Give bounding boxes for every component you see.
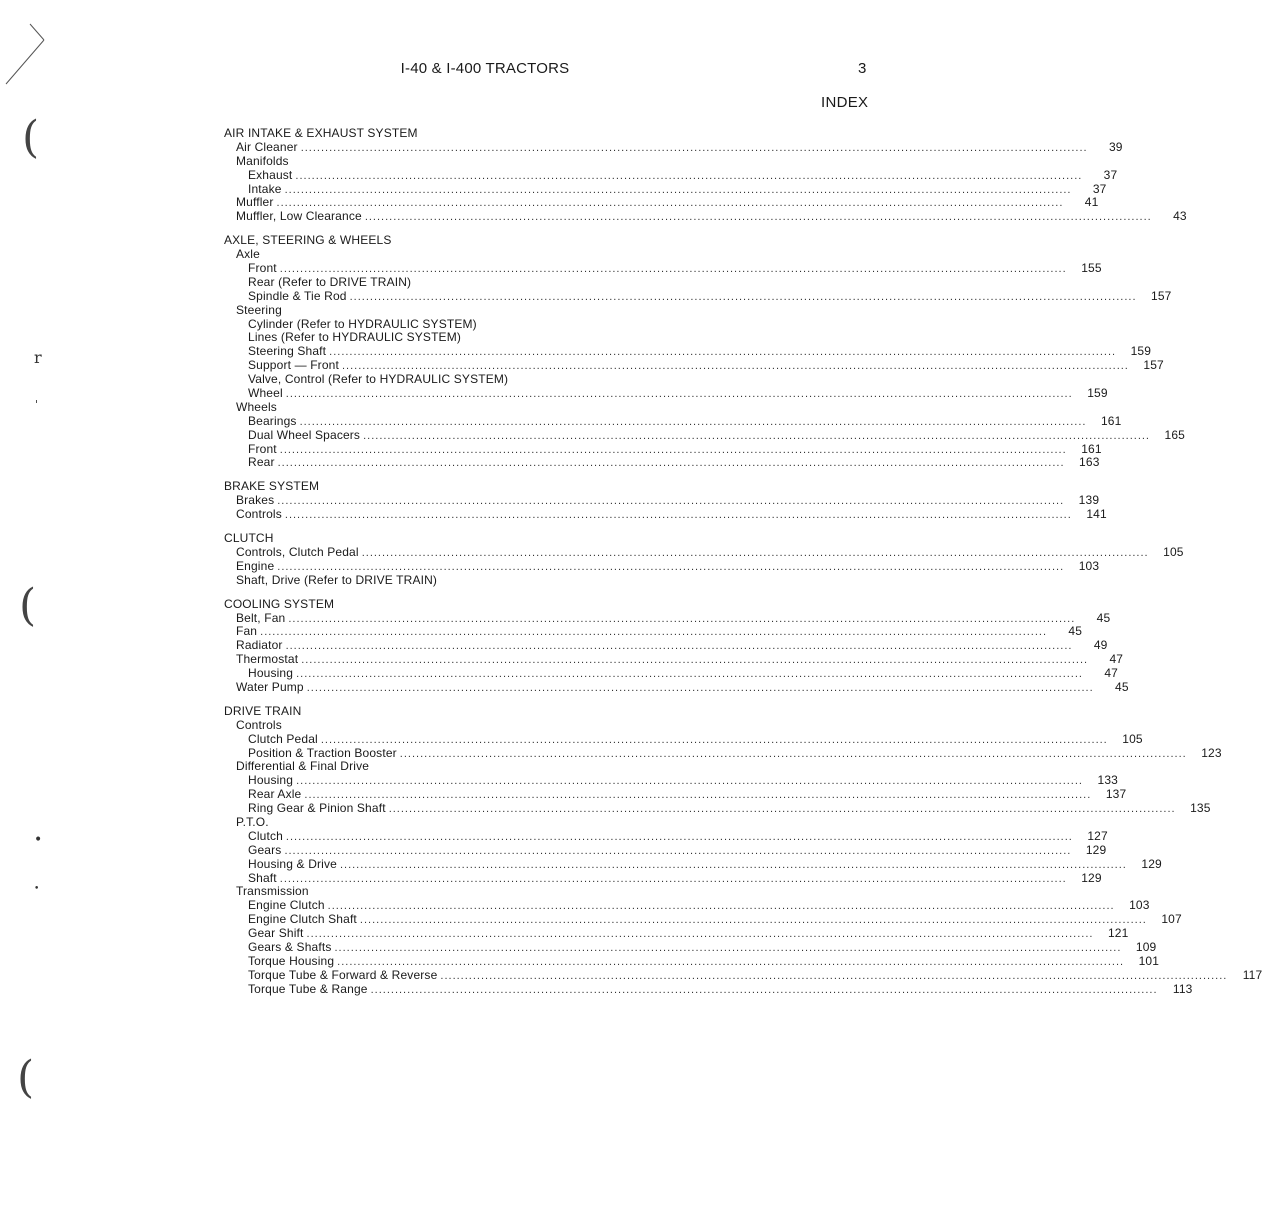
entry-label: Thermostat bbox=[236, 652, 299, 667]
index-section bbox=[0, 703, 1262, 997]
entry-label: Bearings bbox=[248, 413, 297, 428]
dot-leader: .................................................................................................................................................................................................. bbox=[276, 197, 1064, 210]
index-entry bbox=[0, 455, 1100, 470]
index-section bbox=[0, 531, 1184, 588]
entry-label: AXLE, STEERING & WHEELS bbox=[224, 233, 392, 248]
index-entry bbox=[0, 828, 1108, 844]
entry-page-number: 137 bbox=[1105, 787, 1127, 802]
entry-label: Position & Traction Booster bbox=[248, 745, 397, 760]
entry-page-number: 49 bbox=[1093, 638, 1108, 653]
dot-leader: .................................................................................................................................................................................................. bbox=[277, 457, 1065, 470]
section-heading bbox=[0, 127, 935, 141]
entry-label: Shaft, Drive (Refer to DRIVE TRAIN) bbox=[236, 572, 438, 587]
margin-speck: • bbox=[34, 884, 40, 894]
index-entry bbox=[0, 261, 1102, 276]
entry-label: Spindle & Tie Rod bbox=[248, 288, 347, 303]
index-section bbox=[0, 233, 1185, 470]
entry-label: Shaft bbox=[248, 870, 277, 885]
entry-page-number: 155 bbox=[1081, 261, 1102, 276]
section-heading bbox=[0, 480, 935, 494]
dot-leader: .................................................................................................................................................................................................. bbox=[284, 844, 1072, 857]
dot-leader: .................................................................................................................................................................................................. bbox=[284, 183, 1072, 196]
dot-leader: .................................................................................................................................................................................................. bbox=[388, 803, 1176, 816]
entry-page-number: 45 bbox=[1068, 624, 1083, 639]
index-entry bbox=[0, 638, 1108, 653]
dot-leader: .................................................................................................................................................................................................. bbox=[329, 346, 1117, 359]
entry-label: Lines (Refer to HYDRAULIC SYSTEM) bbox=[248, 330, 462, 345]
entry-label: Belt, Fan bbox=[236, 610, 286, 625]
index-entry bbox=[0, 507, 1107, 522]
entry-label: Transmission bbox=[236, 884, 309, 899]
entry-label: Gears bbox=[248, 842, 282, 857]
dot-leader: .................................................................................................................................................................................................. bbox=[320, 733, 1108, 746]
entry-label: Wheel bbox=[248, 386, 283, 401]
index-entry bbox=[0, 939, 1157, 955]
entry-label: Clutch bbox=[248, 828, 283, 843]
entry-label: Steering Shaft bbox=[248, 344, 327, 359]
entry-page-number: 39 bbox=[1108, 139, 1123, 154]
dot-leader: .................................................................................................................................................................................................. bbox=[296, 775, 1083, 788]
index-entry bbox=[0, 167, 1118, 183]
index-list bbox=[0, 126, 1262, 1007]
index-entry bbox=[0, 373, 935, 387]
index-entry bbox=[0, 719, 935, 733]
entry-label: BRAKE SYSTEM bbox=[224, 479, 320, 494]
dot-leader: .................................................................................................................................................................................................. bbox=[279, 872, 1067, 885]
entry-label: Radiator bbox=[236, 638, 283, 653]
entry-page-number: 161 bbox=[1100, 413, 1122, 428]
entry-label: Torque Tube & Range bbox=[248, 981, 368, 996]
index-entry bbox=[0, 304, 935, 318]
dot-leader: .................................................................................................................................................................................................. bbox=[370, 983, 1158, 996]
dot-leader: .................................................................................................................................................................................................. bbox=[295, 169, 1083, 182]
entry-page-number: 103 bbox=[1129, 898, 1150, 913]
entry-label: Controls bbox=[236, 717, 282, 732]
entry-page-number: 129 bbox=[1081, 870, 1102, 885]
index-entry bbox=[0, 967, 1262, 983]
dot-leader: .................................................................................................................................................................................................. bbox=[339, 858, 1127, 871]
binder-hole-mark: ( bbox=[17, 1052, 35, 1103]
dot-leader: .................................................................................................................................................................................................. bbox=[285, 388, 1073, 401]
dot-leader: .................................................................................................................................................................................................. bbox=[306, 681, 1094, 694]
binder-hole-mark: ( bbox=[22, 112, 40, 163]
entry-label: CLUTCH bbox=[224, 531, 274, 546]
entry-page-number: 133 bbox=[1097, 773, 1118, 788]
entry-label: Rear Axle bbox=[248, 787, 302, 802]
index-entry bbox=[0, 870, 1102, 886]
entry-label: Manifolds bbox=[236, 153, 289, 168]
index-section bbox=[0, 126, 1187, 224]
index-section bbox=[0, 479, 1107, 522]
entry-page-number: 45 bbox=[1115, 679, 1129, 694]
entry-label: Rear (Refer to DRIVE TRAIN) bbox=[248, 274, 412, 289]
entry-page-number: 101 bbox=[1138, 953, 1160, 968]
dot-leader: .................................................................................................................................................................................................. bbox=[361, 546, 1149, 559]
entry-label: Intake bbox=[248, 181, 282, 196]
entry-label: Gears & Shafts bbox=[248, 939, 332, 954]
index-entry bbox=[0, 856, 1162, 872]
entry-label: Torque Tube & Forward & Reverse bbox=[248, 967, 438, 982]
entry-page-number: 37 bbox=[1092, 181, 1107, 196]
entry-label: Air Cleaner bbox=[236, 139, 298, 154]
entry-page-number: 159 bbox=[1130, 344, 1152, 359]
dot-leader: .................................................................................................................................................................................................. bbox=[440, 969, 1228, 982]
entry-label: P.T.O. bbox=[236, 814, 269, 829]
index-entry bbox=[0, 624, 1083, 639]
index-entry bbox=[0, 926, 1129, 941]
dot-leader: .................................................................................................................................................................................................. bbox=[363, 429, 1150, 442]
index-entry bbox=[0, 773, 1118, 788]
entry-label: AIR INTAKE & EXHAUST SYSTEM bbox=[224, 126, 418, 140]
section-heading bbox=[0, 234, 935, 248]
entry-page-number: 41 bbox=[1084, 195, 1099, 210]
index-entry bbox=[0, 953, 1160, 969]
dot-leader: .................................................................................................................................................................................................. bbox=[284, 509, 1072, 522]
entry-page-number: 107 bbox=[1161, 912, 1182, 927]
section-heading bbox=[0, 598, 935, 612]
section-heading bbox=[0, 705, 935, 719]
entry-page-number: 45 bbox=[1096, 610, 1111, 625]
entry-page-number: 135 bbox=[1190, 801, 1211, 816]
dot-leader: .................................................................................................................................................................................................. bbox=[300, 141, 1088, 154]
index-entry bbox=[0, 209, 1187, 224]
entry-label: Controls, Clutch Pedal bbox=[236, 544, 359, 559]
index-entry bbox=[0, 181, 1107, 197]
index-entry bbox=[0, 401, 935, 415]
index-entry bbox=[0, 898, 1150, 913]
index-entry bbox=[0, 981, 1193, 997]
dot-leader: .................................................................................................................................................................................................. bbox=[334, 941, 1122, 954]
entry-label: Water Pump bbox=[236, 679, 304, 694]
entry-page-number: 129 bbox=[1141, 856, 1162, 871]
index-entry bbox=[0, 731, 1143, 747]
index-entry bbox=[0, 544, 1184, 560]
dot-leader: .................................................................................................................................................................................................. bbox=[341, 360, 1129, 373]
index-entry bbox=[0, 288, 1172, 304]
entry-label: Clutch Pedal bbox=[248, 731, 318, 746]
entry-page-number: 141 bbox=[1086, 507, 1107, 522]
entry-label: COOLING SYSTEM bbox=[224, 596, 335, 611]
entry-page-number: 105 bbox=[1163, 544, 1184, 559]
entry-label: Exhaust bbox=[248, 167, 293, 182]
index-entry bbox=[0, 331, 935, 345]
index-entry bbox=[0, 318, 935, 332]
entry-label: Dual Wheel Spacers bbox=[248, 427, 361, 442]
binder-hole-mark: ( bbox=[19, 580, 37, 631]
index-entry bbox=[0, 558, 1100, 574]
index-entry bbox=[0, 666, 1118, 681]
entry-page-number: 165 bbox=[1164, 427, 1185, 442]
entry-label: Fan bbox=[236, 624, 258, 639]
dot-leader: .................................................................................................................................................................................................. bbox=[285, 830, 1073, 843]
entry-page-number: 157 bbox=[1143, 358, 1164, 373]
index-entry bbox=[0, 760, 935, 774]
entry-label: Engine Clutch bbox=[248, 898, 325, 913]
margin-speck: • bbox=[34, 832, 43, 848]
entry-label: Muffler, Low Clearance bbox=[236, 209, 362, 224]
index-entry bbox=[0, 885, 935, 899]
entry-label: Front bbox=[248, 441, 277, 456]
dot-leader: .................................................................................................................................................................................................. bbox=[285, 640, 1073, 653]
dot-leader: .................................................................................................................................................................................................. bbox=[279, 263, 1067, 276]
entry-page-number: 127 bbox=[1087, 828, 1108, 843]
dot-leader: .................................................................................................................................................................................................. bbox=[304, 789, 1092, 802]
entry-page-number: 161 bbox=[1081, 441, 1102, 456]
index-entry bbox=[0, 842, 1107, 858]
entry-label: Valve, Control (Refer to HYDRAULIC SYSTEM) bbox=[248, 372, 509, 387]
entry-page-number: 157 bbox=[1151, 288, 1172, 303]
index-entry bbox=[0, 679, 1129, 695]
entry-label: Housing & Drive bbox=[248, 856, 337, 871]
entry-page-number: 103 bbox=[1078, 558, 1100, 573]
entry-page-number: 47 bbox=[1104, 666, 1118, 681]
entry-label: Brakes bbox=[236, 493, 275, 508]
entry-page-number: 163 bbox=[1079, 455, 1100, 470]
entry-page-number: 123 bbox=[1201, 745, 1222, 760]
dot-leader: .................................................................................................................................................................................................. bbox=[279, 443, 1067, 456]
dot-leader: .................................................................................................................................................................................................. bbox=[288, 612, 1076, 625]
index-entry bbox=[0, 610, 1111, 626]
index-section bbox=[0, 596, 1129, 695]
entry-label: Front bbox=[248, 261, 277, 276]
index-heading: INDEX bbox=[821, 94, 869, 111]
entry-page-number: 121 bbox=[1107, 926, 1129, 941]
index-entry bbox=[0, 155, 935, 169]
dot-leader: .................................................................................................................................................................................................. bbox=[349, 290, 1137, 303]
dot-leader: .................................................................................................................................................................................................. bbox=[301, 654, 1089, 667]
entry-page-number: 117 bbox=[1242, 967, 1262, 982]
dot-leader: .................................................................................................................................................................................................. bbox=[306, 928, 1094, 941]
entry-label: Wheels bbox=[236, 399, 277, 414]
dot-leader: .................................................................................................................................................................................................. bbox=[299, 415, 1087, 428]
index-entry bbox=[0, 912, 1182, 927]
entry-page-number: 113 bbox=[1172, 981, 1193, 996]
index-entry bbox=[0, 248, 935, 262]
index-entry bbox=[0, 493, 1100, 508]
index-entry bbox=[0, 276, 935, 290]
entry-label: Ring Gear & Pinion Shaft bbox=[248, 801, 386, 816]
entry-label: Steering bbox=[236, 302, 282, 317]
index-entry bbox=[0, 816, 935, 830]
section-heading bbox=[0, 532, 935, 546]
entry-page-number: 139 bbox=[1078, 493, 1100, 508]
margin-speck: r bbox=[34, 348, 42, 367]
dot-leader: .................................................................................................................................................................................................. bbox=[337, 955, 1125, 968]
entry-label: Muffler bbox=[236, 195, 274, 210]
margin-speck: ' bbox=[35, 398, 39, 411]
index-entry bbox=[0, 195, 1099, 210]
index-entry bbox=[0, 386, 1108, 401]
entry-page-number: 37 bbox=[1103, 167, 1118, 182]
dot-leader: .................................................................................................................................................................................................. bbox=[260, 626, 1048, 639]
index-entry bbox=[0, 427, 1185, 443]
entry-label: Torque Housing bbox=[248, 953, 335, 968]
page-number: 3 bbox=[858, 60, 867, 77]
index-entry bbox=[0, 139, 1123, 155]
entry-label: Support — Front bbox=[248, 358, 339, 373]
entry-page-number: 43 bbox=[1173, 209, 1187, 224]
index-entry bbox=[0, 745, 1222, 761]
entry-label: Gear Shift bbox=[248, 926, 304, 941]
dot-leader: .................................................................................................................................................................................................. bbox=[277, 495, 1065, 508]
entry-page-number: 159 bbox=[1087, 386, 1108, 401]
entry-label: Differential & Final Drive bbox=[236, 759, 370, 774]
dot-leader: .................................................................................................................................................................................................. bbox=[296, 668, 1083, 681]
entry-page-number: 105 bbox=[1122, 731, 1143, 746]
corner-fold-mark bbox=[0, 0, 60, 100]
dot-leader: .................................................................................................................................................................................................. bbox=[327, 900, 1115, 913]
page-title: I-40 & I-400 TRACTORS bbox=[400, 60, 570, 77]
entry-label: Engine bbox=[236, 558, 275, 573]
index-entry bbox=[0, 413, 1122, 429]
dot-leader: .................................................................................................................................................................................................. bbox=[364, 211, 1152, 224]
entry-page-number: 109 bbox=[1135, 939, 1157, 954]
entry-page-number: 129 bbox=[1085, 842, 1107, 857]
index-entry bbox=[0, 344, 1152, 359]
entry-label: Axle bbox=[236, 247, 260, 262]
index-entry bbox=[0, 652, 1124, 667]
entry-label: Housing bbox=[248, 773, 294, 788]
index-entry bbox=[0, 787, 1127, 802]
index-entry bbox=[0, 801, 1211, 816]
entry-label: Housing bbox=[248, 666, 294, 681]
dot-leader: .................................................................................................................................................................................................. bbox=[277, 560, 1065, 573]
dot-leader: .................................................................................................................................................................................................. bbox=[359, 914, 1147, 927]
index-entry bbox=[0, 358, 1164, 373]
entry-page-number: 47 bbox=[1109, 652, 1124, 667]
entry-label: Cylinder (Refer to HYDRAULIC SYSTEM) bbox=[248, 316, 477, 331]
entry-label: Controls bbox=[236, 507, 282, 522]
entry-label: Rear bbox=[248, 455, 275, 470]
entry-label: Engine Clutch Shaft bbox=[248, 912, 357, 927]
entry-label: DRIVE TRAIN bbox=[224, 703, 302, 718]
index-entry bbox=[0, 574, 935, 588]
dot-leader: .................................................................................................................................................................................................. bbox=[399, 747, 1187, 760]
index-entry bbox=[0, 441, 1102, 457]
